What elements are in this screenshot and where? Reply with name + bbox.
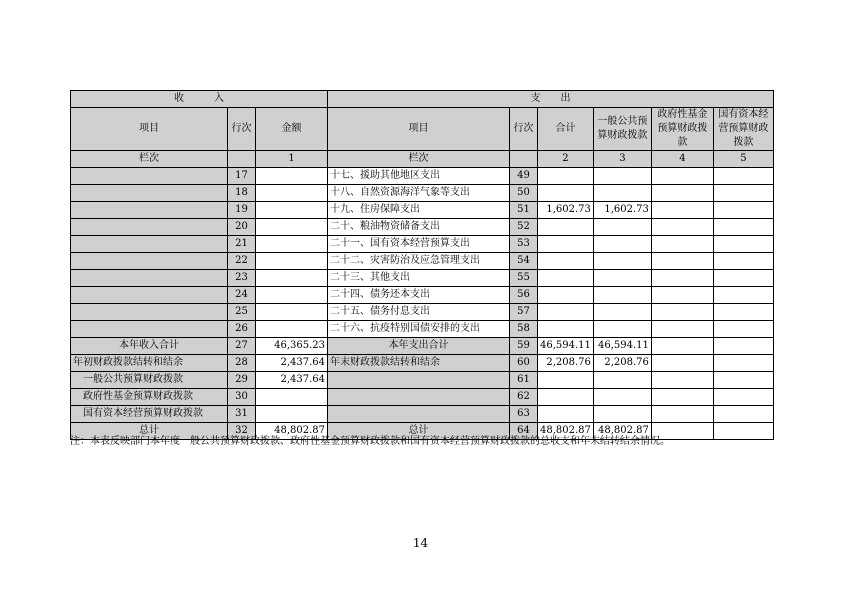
table-row [71,355,774,372]
table-row [71,236,774,253]
income-item-cell [71,185,228,202]
expense-item-cell: 二十一、国有资本经营预算支出 [328,236,510,253]
gov-fund-cell [651,287,713,304]
table-row [71,168,774,185]
table-row [71,219,774,236]
expense-item-cell: 本年支出合计 [328,338,510,355]
expense-line-cell: 58 [510,321,538,338]
lanci-label-income: 栏次 [71,151,228,168]
expense-total-cell [538,253,594,270]
col-number-4: 4 [651,151,713,168]
expense-line-cell: 60 [510,355,538,372]
gov-fund-cell [651,168,713,185]
expense-item-cell: 十九、住房保障支出 [328,202,510,219]
expense-line-header: 行次 [510,108,538,151]
income-item-cell [71,253,228,270]
expense-total-cell [538,185,594,202]
general-budget-cell [593,185,651,202]
expense-item-cell: 十八、自然资源海洋气象等支出 [328,185,510,202]
gov-fund-cell [651,389,713,406]
gov-fund-cell [651,219,713,236]
gov-fund-cell [651,304,713,321]
income-item-cell [71,287,228,304]
income-amount-cell [256,202,328,219]
expense-item-cell: 二十六、抗疫特别国债安排的支出 [328,321,510,338]
income-item-cell [71,236,228,253]
income-amount-cell [256,321,328,338]
expense-total-cell [538,287,594,304]
income-amount-cell: 48,802.87 [256,423,328,440]
income-amount-cell [256,304,328,321]
state-capital-cell [713,287,773,304]
income-item-cell: 总计 [71,423,228,440]
col-number-5: 5 [713,151,773,168]
expense-total-cell [538,168,594,185]
general-budget-cell [593,253,651,270]
gov-fund-cell [651,236,713,253]
income-item-cell: 年初财政拨款结转和结余 [71,355,228,372]
income-line-cell: 19 [228,202,256,219]
table-row [71,202,774,219]
expense-line-cell: 56 [510,287,538,304]
general-budget-cell: 1,602.73 [593,202,651,219]
gov-fund-cell [651,338,713,355]
table-row [71,372,774,389]
state-capital-cell [713,219,773,236]
income-section-header: 收 入 [71,91,328,108]
income-line-cell: 20 [228,219,256,236]
expense-item-cell: 十七、援助其他地区支出 [328,168,510,185]
expense-item-cell: 年末财政拨款结转和结余 [328,355,510,372]
income-amount-cell [256,270,328,287]
income-line-cell: 18 [228,185,256,202]
income-line-cell: 30 [228,389,256,406]
general-budget-cell [593,168,651,185]
expense-item-cell: 总计 [328,423,510,440]
expense-total-cell [538,304,594,321]
income-line-cell: 28 [228,355,256,372]
expense-line-cell: 57 [510,304,538,321]
gov-fund-cell [651,372,713,389]
income-line-cell: 23 [228,270,256,287]
table-row [71,270,774,287]
general-budget-cell: 2,208.76 [593,355,651,372]
state-capital-cell [713,236,773,253]
col-number-2: 2 [538,151,594,168]
table-row [71,338,774,355]
income-line-cell: 31 [228,406,256,423]
income-amount-cell [256,236,328,253]
expense-total-cell: 2,208.76 [538,355,594,372]
income-item-cell: 国有资本经营预算财政拨款 [71,406,228,423]
table-body [71,168,774,440]
gov-fund-cell [651,270,713,287]
expense-item-cell: 二十、粮油物资储备支出 [328,219,510,236]
general-budget-cell [593,287,651,304]
state-capital-cell [713,355,773,372]
general-budget-cell: 48,802.87 [593,423,651,440]
expense-item-cell: 二十二、灾害防治及应急管理支出 [328,253,510,270]
income-line-header: 行次 [228,108,256,151]
expense-total-cell [538,389,594,406]
expense-total-cell: 48,802.87 [538,423,594,440]
expense-line-cell: 61 [510,372,538,389]
state-capital-cell [713,338,773,355]
table-row [71,389,774,406]
fiscal-allocation-table [70,90,774,440]
state-capital-cell [713,389,773,406]
state-capital-cell [713,168,773,185]
state-capital-cell [713,185,773,202]
expense-line-cell: 52 [510,219,538,236]
state-capital-cell [713,406,773,423]
table-row [71,253,774,270]
expense-line-cell: 49 [510,168,538,185]
income-amount-cell [256,406,328,423]
income-item-cell: 政府性基金预算财政拨款 [71,389,228,406]
page-number: 14 [412,536,429,550]
income-amount-cell [256,287,328,304]
income-line-cell: 22 [228,253,256,270]
expense-total-header: 合计 [538,108,594,151]
general-budget-cell [593,406,651,423]
income-line-cell: 27 [228,338,256,355]
income-item-cell [71,321,228,338]
expense-line-cell: 63 [510,406,538,423]
income-line-cell: 17 [228,168,256,185]
table-row [71,287,774,304]
income-amount-header: 金额 [256,108,328,151]
expense-item-cell [328,389,510,406]
gov-fund-cell [651,355,713,372]
general-budget-cell [593,304,651,321]
income-item-cell [71,168,228,185]
state-capital-cell [713,304,773,321]
general-budget-cell [593,270,651,287]
expense-item-cell [328,372,510,389]
expense-item-cell: 二十五、债务付息支出 [328,304,510,321]
table-footnote: 注：本表反映部门本年度一般公共预算财政拨款、政府性基金预算财政拨款和国有资本经营预算财政拨款的总收支和年末结转结余情况。 [70,436,670,447]
general-budget-cell [593,236,651,253]
general-budget-cell [593,321,651,338]
income-amount-cell [256,185,328,202]
expense-total-cell [538,219,594,236]
table-row [71,321,774,338]
income-item-header: 项目 [71,108,228,151]
gov-fund-header: 政府性基金预算财政拨款 [651,108,713,151]
income-line-cell: 26 [228,321,256,338]
expense-line-cell: 59 [510,338,538,355]
income-amount-cell [256,389,328,406]
expense-total-cell: 46,594.11 [538,338,594,355]
lanci-blank [228,151,256,168]
expense-line-cell: 55 [510,270,538,287]
income-line-cell: 21 [228,236,256,253]
state-capital-cell [713,202,773,219]
expense-line-cell: 64 [510,423,538,440]
gov-fund-cell [651,185,713,202]
col-number-1: 1 [256,151,328,168]
general-budget-cell [593,389,651,406]
expense-total-cell [538,321,594,338]
expense-item-cell: 二十三、其他支出 [328,270,510,287]
expense-item-cell: 二十四、债务还本支出 [328,287,510,304]
income-amount-cell [256,219,328,236]
expense-line-cell: 62 [510,389,538,406]
lanci-label-expense: 栏次 [328,151,510,168]
expense-section-header: 支 出 [328,91,774,108]
general-budget-cell [593,219,651,236]
gov-fund-cell [651,406,713,423]
general-budget-header: 一般公共预算财政拨款 [593,108,651,151]
state-capital-cell [713,372,773,389]
income-item-cell [71,202,228,219]
general-budget-cell: 46,594.11 [593,338,651,355]
state-capital-cell [713,253,773,270]
expense-total-cell: 1,602.73 [538,202,594,219]
table-row [71,304,774,321]
income-item-cell: 一般公共预算财政拨款 [71,372,228,389]
income-item-cell [71,304,228,321]
expense-item-cell [328,406,510,423]
expense-total-cell [538,406,594,423]
general-budget-cell [593,372,651,389]
table-row [71,185,774,202]
income-line-cell: 24 [228,287,256,304]
income-item-cell [71,219,228,236]
col-number-3: 3 [593,151,651,168]
expense-line-cell: 54 [510,253,538,270]
income-amount-cell [256,168,328,185]
expense-line-cell: 53 [510,236,538,253]
income-amount-cell [256,253,328,270]
state-capital-cell [713,423,773,440]
state-capital-header: 国有资本经营预算财政拨款 [713,108,773,151]
income-line-cell: 29 [228,372,256,389]
gov-fund-cell [651,202,713,219]
table-row [71,406,774,423]
income-item-cell: 本年收入合计 [71,338,228,355]
gov-fund-cell [651,253,713,270]
income-item-cell [71,270,228,287]
expense-line-cell: 50 [510,185,538,202]
income-amount-cell: 2,437.64 [256,355,328,372]
state-capital-cell [713,270,773,287]
expense-line-cell: 51 [510,202,538,219]
gov-fund-cell [651,321,713,338]
income-line-cell: 32 [228,423,256,440]
expense-total-cell [538,372,594,389]
expense-item-header: 项目 [328,108,510,151]
state-capital-cell [713,321,773,338]
income-line-cell: 25 [228,304,256,321]
income-amount-cell: 2,437.64 [256,372,328,389]
lanci-blank [510,151,538,168]
expense-total-cell [538,270,594,287]
income-amount-cell: 46,365.23 [256,338,328,355]
expense-total-cell [538,236,594,253]
